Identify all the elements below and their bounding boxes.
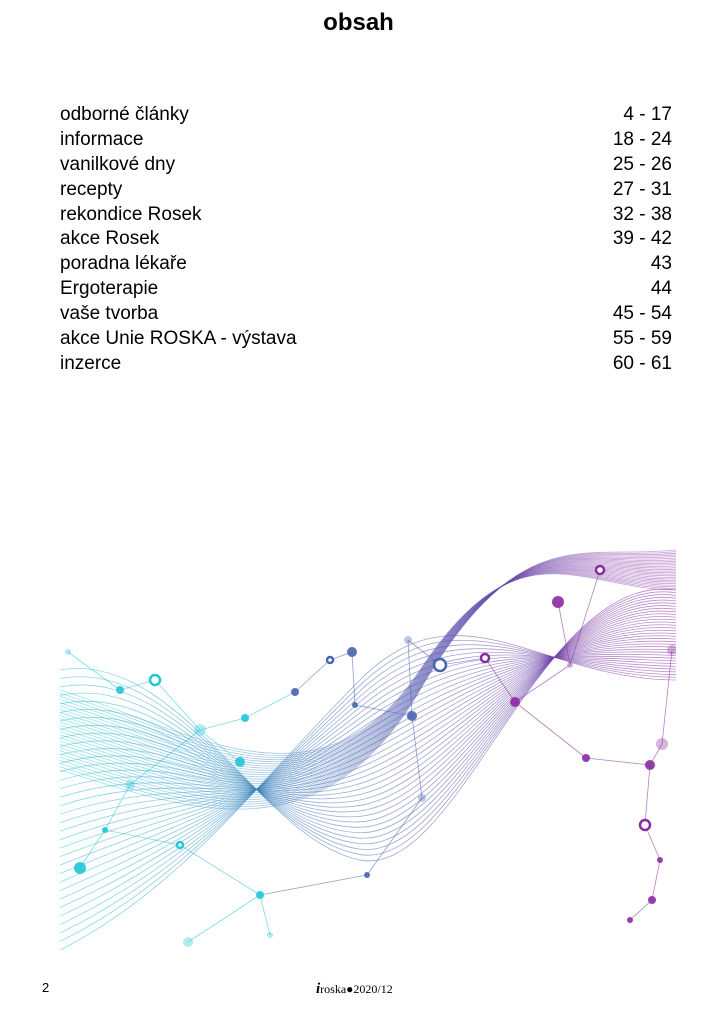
network-edge bbox=[515, 702, 586, 758]
toc-row bbox=[60, 277, 672, 302]
toc-row bbox=[60, 227, 672, 252]
network-edge bbox=[68, 652, 120, 690]
network-node bbox=[116, 686, 124, 694]
toc-label: vanilkové dny bbox=[60, 153, 176, 175]
network-node bbox=[327, 657, 333, 663]
network-edge bbox=[188, 895, 260, 942]
toc-label: akce Rosek bbox=[60, 228, 160, 250]
network-node bbox=[241, 714, 249, 722]
network-node bbox=[596, 566, 604, 574]
network-node bbox=[352, 702, 358, 708]
network-node bbox=[177, 842, 183, 848]
network-edge bbox=[260, 875, 367, 895]
network-node bbox=[407, 711, 417, 721]
network-edge bbox=[485, 658, 515, 702]
network-node bbox=[74, 862, 86, 874]
network-node bbox=[404, 636, 412, 644]
toc-pages: 32 - 38 bbox=[612, 203, 672, 225]
bullet: ● bbox=[346, 982, 354, 996]
wave-strand bbox=[60, 622, 676, 799]
network-node bbox=[364, 872, 370, 878]
toc-pages: 4 - 17 bbox=[623, 104, 672, 125]
network-node bbox=[648, 896, 656, 904]
network-node bbox=[183, 937, 193, 947]
network-node bbox=[645, 760, 655, 770]
network-node bbox=[434, 659, 446, 671]
network-node bbox=[567, 662, 573, 668]
network-node bbox=[256, 891, 264, 899]
network-edge bbox=[412, 716, 422, 798]
network-edge bbox=[630, 900, 652, 920]
toc-row bbox=[60, 153, 672, 178]
magazine-issue bbox=[316, 981, 393, 998]
page-title: obsah bbox=[323, 9, 394, 36]
network-edge bbox=[662, 650, 672, 744]
toc-label: vaše tvorba bbox=[60, 303, 159, 325]
table-of-contents bbox=[60, 103, 672, 377]
network-node bbox=[418, 794, 426, 802]
network-node bbox=[347, 647, 357, 657]
wave-lines bbox=[60, 550, 676, 950]
toc-label: recepty bbox=[60, 178, 123, 200]
toc-label: Ergoterapie bbox=[60, 278, 159, 300]
toc-pages: 60 - 61 bbox=[612, 352, 672, 374]
magazine-name: roska bbox=[320, 982, 347, 996]
toc-row bbox=[60, 352, 672, 377]
toc-pages: 44 bbox=[650, 278, 672, 300]
network-edge bbox=[645, 765, 650, 825]
network-edge bbox=[586, 758, 650, 765]
network-node bbox=[582, 754, 590, 762]
toc-pages: 25 - 26 bbox=[612, 153, 672, 175]
toc-pages: 27 - 31 bbox=[612, 178, 672, 200]
network-node bbox=[65, 649, 71, 655]
network-edge bbox=[180, 845, 260, 895]
wave-strand bbox=[60, 564, 676, 784]
page-number: 2 bbox=[42, 980, 50, 995]
network-edge bbox=[105, 785, 130, 830]
network-node bbox=[552, 596, 564, 608]
network-node bbox=[481, 654, 489, 662]
network-node bbox=[657, 857, 663, 863]
wave-strand bbox=[60, 657, 676, 890]
toc-pages: 45 - 54 bbox=[612, 303, 672, 325]
toc-pages: 55 - 59 bbox=[612, 328, 672, 350]
toc-row bbox=[60, 178, 672, 203]
toc-row bbox=[60, 203, 672, 228]
network-node bbox=[291, 688, 299, 696]
network-edge bbox=[260, 895, 270, 935]
network-node bbox=[235, 757, 245, 767]
network-node bbox=[667, 645, 676, 655]
network-node bbox=[194, 724, 206, 736]
network-edge bbox=[105, 830, 180, 845]
toc-row bbox=[60, 103, 672, 128]
toc-label: rekondice Rosek bbox=[60, 203, 202, 225]
network-node bbox=[640, 820, 650, 830]
toc-label: inzerce bbox=[60, 352, 122, 374]
network-node bbox=[510, 697, 520, 707]
toc-pages: 18 - 24 bbox=[612, 128, 672, 150]
toc-label: informace bbox=[60, 128, 144, 150]
network-node bbox=[627, 917, 633, 923]
network-node bbox=[150, 675, 160, 685]
network-node bbox=[102, 827, 108, 833]
network-edge bbox=[245, 692, 295, 718]
toc-label: akce Unie ROSKA - výstava bbox=[60, 328, 297, 350]
toc-row bbox=[60, 252, 672, 277]
issue-number: 2020/12 bbox=[353, 982, 393, 996]
toc-pages: 39 - 42 bbox=[612, 228, 672, 250]
wave-strand bbox=[60, 657, 676, 899]
network-edge bbox=[652, 860, 660, 900]
toc-pages: 43 bbox=[650, 253, 672, 275]
magazine-logo-i: i bbox=[316, 981, 321, 997]
network-edge bbox=[367, 798, 422, 875]
network-node bbox=[125, 780, 135, 790]
decorative-network-wave-image bbox=[60, 540, 676, 964]
network-node bbox=[656, 738, 668, 750]
toc-label: poradna lékaře bbox=[60, 253, 187, 275]
network-node bbox=[267, 932, 273, 938]
toc-row bbox=[60, 128, 672, 153]
toc-label: odborné články bbox=[60, 104, 189, 125]
toc-row bbox=[60, 327, 672, 352]
toc-row bbox=[60, 302, 672, 327]
network-edge bbox=[295, 660, 330, 692]
network-edge bbox=[200, 718, 245, 730]
